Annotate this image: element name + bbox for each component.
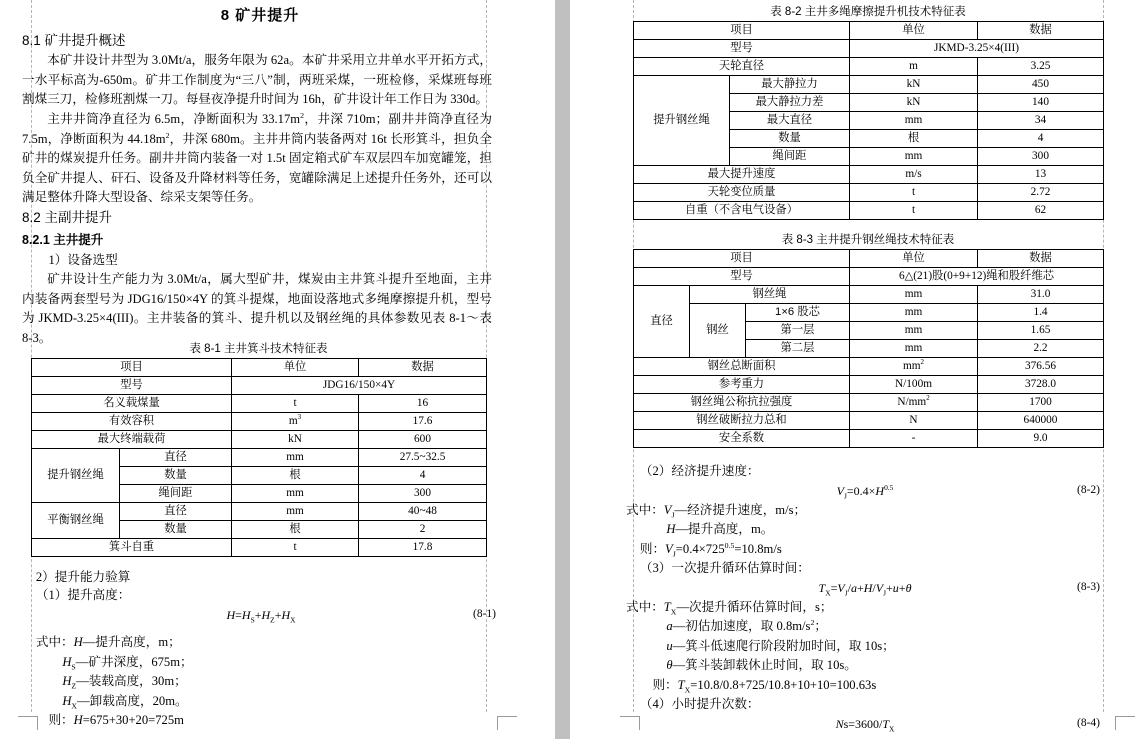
table-row (634, 304, 1104, 322)
t81-r9-unit: t (232, 539, 359, 557)
t81-r2-label: 有效容积 (32, 413, 232, 431)
t82-r0-label: 型号 (634, 40, 850, 58)
formula-8-2-expression: $V_J=0.4\times H^{0.5}$ (836, 482, 894, 500)
t81-r3-label: 最大终端载荷 (32, 431, 232, 449)
table-row (32, 377, 487, 395)
t83-t0-value: 376.56 (978, 358, 1104, 376)
table-8-2 (633, 21, 1104, 220)
para-8-1-2-part-c: ，井深 680m。主井井筒内装备两对 16t 长形箕斗，担负全矿井的煤炭提升任务。副井井筒内装备一对 1.5t 固定箱式矿车双层四车加宽罐笼，担负全矿井提人、矸石、设备及升降材料等任务，宽罐除满足上述提升任务外，还可以满足整体升降大型设备、综采支架等任务。 (22, 131, 492, 204)
crop-mark-bottom-right-2 (1115, 716, 1135, 730)
t82-r6-value: 300 (978, 148, 1104, 166)
t81-header-data: 数据 (359, 359, 487, 377)
t83-model-value: 6△(21)股(0+9+12)绳和股纤维芯 (850, 268, 1104, 286)
t83-d1-unit: mm (850, 304, 978, 322)
t81-r9-value: 17.8 (359, 539, 487, 557)
t82-header-data: 数据 (978, 22, 1104, 40)
result-label: 则： (48, 713, 74, 727)
t81-r2-value: 17.6 (359, 413, 487, 431)
table-row (32, 449, 487, 467)
t83-d1-value: 1.4 (978, 304, 1104, 322)
t82-r8-value: 2.72 (978, 184, 1104, 202)
formula-8-2-number: (8-2) (1077, 483, 1100, 496)
t81-r7-value: 40~48 (359, 503, 487, 521)
where-line-theta: θ—箕斗装卸载休止时间，取 10s。 (666, 658, 857, 672)
t81-r4-value: 27.5~32.5 (359, 449, 487, 467)
t82-r3-value: 140 (978, 94, 1104, 112)
t82-r7-unit: m/s (850, 166, 978, 184)
t83-model-label: 型号 (634, 268, 850, 286)
t83-t3-unit: N (850, 412, 978, 430)
t83-t1-unit: N/100m (850, 376, 978, 394)
table-row-header (634, 250, 1104, 268)
t82-r1-value: 3.25 (978, 58, 1104, 76)
t82-r0-value: JKMD-3.25×4(III) (850, 40, 1104, 58)
t81-r9-label: 箕斗自重 (32, 539, 232, 557)
t82-r6-unit: mm (850, 148, 978, 166)
t82-r2-unit: kN (850, 76, 978, 94)
result-8-2: 则：$V_J=0.4\times 725^{0.5}=10.8m/s$ (639, 540, 782, 559)
t82-r2-label: 最大静拉力 (730, 76, 850, 94)
t83-d0-label: 钢丝绳 (690, 286, 850, 304)
t82-r8-label: 天轮变位质量 (634, 184, 850, 202)
t82-r5-label: 数量 (730, 130, 850, 148)
table-row (634, 184, 1104, 202)
where-text-3: 式中： (626, 599, 664, 614)
where-line-a: a—初估加速度，取 $0.8m/s^2$； (666, 617, 827, 633)
t83-header-unit: 单位 (850, 250, 978, 268)
t82-r5-value: 4 (978, 130, 1104, 148)
where-line-h2: H—提升高度，m。 (666, 522, 774, 536)
t83-t1-value: 3728.0 (978, 376, 1104, 394)
t81-r5-value: 4 (359, 467, 487, 485)
t83-group-wire: 钢丝 (690, 304, 746, 358)
result-label-2: 则： (639, 541, 666, 556)
t82-r1-unit: m (850, 58, 978, 76)
table-row (634, 166, 1104, 184)
t83-d3-value: 2.2 (978, 340, 1104, 358)
t82-r6-label: 绳间距 (730, 148, 850, 166)
t83-group-diameter: 直径 (634, 286, 690, 358)
t82-r8-unit: t (850, 184, 978, 202)
t83-header-item: 项目 (634, 250, 850, 268)
t83-d0-value: 31.0 (978, 286, 1104, 304)
table-row (32, 503, 487, 521)
formula-8-3 (626, 581, 1104, 596)
t81-header-item: 项目 (32, 359, 232, 377)
page-left (0, 0, 555, 739)
where-text-2: 式中： (626, 502, 664, 517)
t81-r8-unit: 根 (232, 521, 359, 539)
t81-r0-label: 型号 (32, 377, 232, 395)
t81-r7-unit: mm (232, 503, 359, 521)
table-row-header (32, 359, 487, 377)
paragraph-8-1-1: 本矿井设计井型为 3.0Mt/a，服务年限为 62a。本矿井采用立井单水平开拓方式，一水平标高为-650m。矿井工作制度为“三八”制，两班采煤，一班检修，采煤班每班割煤三刀，检修班割煤一刀。每昼夜净提升时间为 16h，矿井设计年工作日为 330d。 (22, 53, 492, 106)
t82-r2-value: 450 (978, 76, 1104, 94)
t81-r1-label: 名义载煤量 (32, 395, 232, 413)
where-line-u: u—箕斗低速爬行阶段附加时间，取 10s； (666, 638, 895, 653)
t83-t0-unit-sup: 2 (920, 358, 925, 367)
para-8-1-2-part-b: ，井深 710m；副井井筒净直径为 7.5m，净断面积为 44.18m (22, 112, 492, 146)
t81-r6-value: 300 (359, 485, 487, 503)
table-row (32, 395, 487, 413)
paragraph-8-1-2 (22, 110, 492, 208)
t82-header-item: 项目 (634, 22, 850, 40)
formula-8-2 (626, 484, 1104, 499)
where-text: 式中： (35, 635, 74, 649)
list-item-2-economic-speed: （2）经济提升速度： (639, 464, 760, 478)
table-row (634, 202, 1104, 220)
formula-8-4-number: (8-4) (1077, 716, 1100, 729)
result-label-3: 则： (652, 677, 678, 692)
table-8-1 (31, 358, 487, 557)
t83-t4-value: 9.0 (978, 430, 1104, 448)
heading-8-2: 8.2 主副井提升 (22, 210, 113, 225)
t83-d1-label: 1×6 股芯 (746, 304, 850, 322)
t83-t2-label: 钢丝绳公称抗拉强度 (634, 394, 850, 412)
list-item-2-1-height: （1）提升高度： (35, 588, 131, 602)
table-row (634, 40, 1104, 58)
table-row (634, 286, 1104, 304)
superscript-2-b: 2 (165, 130, 170, 140)
t82-r4-unit: mm (850, 112, 978, 130)
t82-r5-unit: 根 (850, 130, 978, 148)
formula-8-3-expression: $T_X=V_J/a+H/V_J+u+\theta$ (818, 580, 912, 597)
table-8-2-caption: 表 8-2 主井多绳摩擦提升机技术特征表 (770, 6, 966, 18)
t83-d2-value: 1.65 (978, 322, 1104, 340)
t83-t3-label: 钢丝破断拉力总和 (634, 412, 850, 430)
t82-group-hoist-rope: 提升钢丝绳 (634, 76, 730, 166)
list-item-2-capacity: 2）提升能力验算 (35, 570, 131, 584)
formula-8-4-expression: $Ns=3600/T_X$ (835, 716, 895, 733)
t81-r4-label: 直径 (120, 449, 232, 467)
t81-group-hoist-rope: 提升钢丝绳 (32, 449, 120, 503)
crop-mark-bottom-left-2 (620, 716, 640, 730)
table-8-3 (633, 249, 1104, 448)
t82-header-unit: 单位 (850, 22, 978, 40)
t81-r5-label: 数量 (120, 467, 232, 485)
formula-8-1 (22, 608, 500, 623)
heading-8-1: 8.1 矿井提升概述 (22, 33, 126, 48)
t83-t4-label: 安全系数 (634, 430, 850, 448)
t82-r7-value: 13 (978, 166, 1104, 184)
t83-d2-unit: mm (850, 322, 978, 340)
table-8-1-caption: 表 8-1 主井箕斗技术特征表 (189, 343, 328, 355)
table-row (32, 413, 487, 431)
table-row (32, 431, 487, 449)
list-item-4-hourly-count: （4）小时提升次数： (639, 697, 760, 711)
crop-mark-bottom-right (497, 716, 517, 730)
table-row (634, 358, 1104, 376)
t81-r8-label: 数量 (120, 521, 232, 539)
table-row-header (634, 22, 1104, 40)
where-line-hx: $H_X—$卸载高度，20m。 (62, 693, 188, 711)
t81-r4-unit: mm (232, 449, 359, 467)
page-right (570, 0, 1141, 739)
paragraph-8-2-1-1: 矿井设计生产能力为 3.0Mt/a，属大型矿井，煤炭由主井箕斗提升至地面，主井内装备两套型号为 JDG16/150×4Y 的箕斗提煤，地面设落地式多绳摩擦提升机，型号为 JKMD-3.25×4(III)。主井装备的箕斗、提升机以及钢丝绳的具体参数见表 8-1～表 8-3。 (22, 272, 492, 345)
heading-8-2-1: 8.2.1 主井提升 (22, 233, 104, 247)
t83-d3-label: 第二层 (746, 340, 850, 358)
page-title: 8 矿井提升 (220, 7, 300, 24)
t83-header-data: 数据 (978, 250, 1104, 268)
t82-r9-unit: t (850, 202, 978, 220)
t83-t1-label: 参考重力 (634, 376, 850, 394)
list-item-3-cycle-time: （3）一次提升循环估算时间： (639, 561, 810, 575)
table-row (634, 76, 1104, 94)
t82-r1-label: 天轮直径 (634, 58, 850, 76)
t82-r4-label: 最大直径 (730, 112, 850, 130)
where-label-8-3: 式中：$T_X—$次提升循环估算时间，s； (626, 599, 833, 617)
list-item-1-equipment: 1）设备选型 (48, 253, 118, 267)
table-row (634, 394, 1104, 412)
t81-r6-label: 绳间距 (120, 485, 232, 503)
t82-r3-label: 最大静拉力差 (730, 94, 850, 112)
result-8-3: 则：$T_X=10.8/0.8+725/10.8+10+10=100.63s$ (652, 677, 877, 695)
t82-r7-label: 最大提升速度 (634, 166, 850, 184)
formula-8-4 (626, 717, 1104, 732)
t81-r2-unit-sup: 3 (297, 413, 302, 422)
superscript-2-a: 2 (300, 110, 304, 120)
t83-t3-value: 640000 (978, 412, 1104, 430)
t82-r9-value: 62 (978, 202, 1104, 220)
where-line-hz: $H_Z—$装载高度，30m； (62, 674, 187, 691)
t82-r3-unit: kN (850, 94, 978, 112)
result-8-1: 则：H=675+30+20=725m (48, 713, 184, 727)
t81-r5-unit: 根 (232, 467, 359, 485)
table-row (634, 430, 1104, 448)
table-row (634, 268, 1104, 286)
t83-t2-value: 1700 (978, 394, 1104, 412)
t83-d0-unit: mm (850, 286, 978, 304)
where-label-8-2: 式中：$V_J—$经济提升速度，m/s； (626, 502, 807, 520)
table-row (634, 412, 1104, 430)
t81-r6-unit: mm (232, 485, 359, 503)
table-row (634, 376, 1104, 394)
t81-r1-unit: t (232, 395, 359, 413)
t81-r2-unit (232, 413, 359, 431)
crop-mark-bottom-left (18, 716, 38, 730)
t81-r3-unit: kN (232, 431, 359, 449)
t81-r8-value: 2 (359, 521, 487, 539)
t83-t2-unit (850, 394, 978, 412)
t82-r4-value: 34 (978, 112, 1104, 130)
page-gutter (555, 0, 570, 739)
t81-header-unit: 单位 (232, 359, 359, 377)
t83-t2-unit-base: N/mm (897, 396, 927, 408)
where-label-8-1: 式中：H—提升高度，m； (35, 635, 181, 649)
formula-8-1-number: (8-1) (473, 608, 496, 620)
table-row (32, 539, 487, 557)
t81-r7-label: 直径 (120, 503, 232, 521)
t81-r1-value: 16 (359, 395, 487, 413)
t83-t0-unit (850, 358, 978, 376)
t81-r3-value: 600 (359, 431, 487, 449)
para-8-1-2-part-a: 主井井筒净直径为 6.5m，净断面积为 33.17m (47, 112, 301, 126)
formula-8-3-number: (8-3) (1077, 580, 1100, 593)
where-line-hs: $H_S—$矿井深度，675m； (62, 654, 193, 672)
t81-r0-value: JDG16/150×4Y (232, 377, 487, 395)
t81-group-balance-rope: 平衡钢丝绳 (32, 503, 120, 539)
t83-d2-label: 第一层 (746, 322, 850, 340)
t83-t0-unit-base: mm (902, 360, 921, 372)
t83-d3-unit: mm (850, 340, 978, 358)
table-8-3-caption: 表 8-3 主井提升钢丝绳技术特征表 (781, 234, 955, 246)
formula-8-1-expression: $H=H_S+H_Z+H_X$ (226, 608, 296, 625)
t83-t0-label: 钢丝总断面积 (634, 358, 850, 376)
t83-t4-unit: - (850, 430, 978, 448)
t82-r9-label: 自重（不含电气设备） (634, 202, 850, 220)
t83-t2-unit-sup: 2 (926, 394, 930, 403)
t81-r2-unit-base: m (288, 415, 298, 427)
table-row (634, 58, 1104, 76)
